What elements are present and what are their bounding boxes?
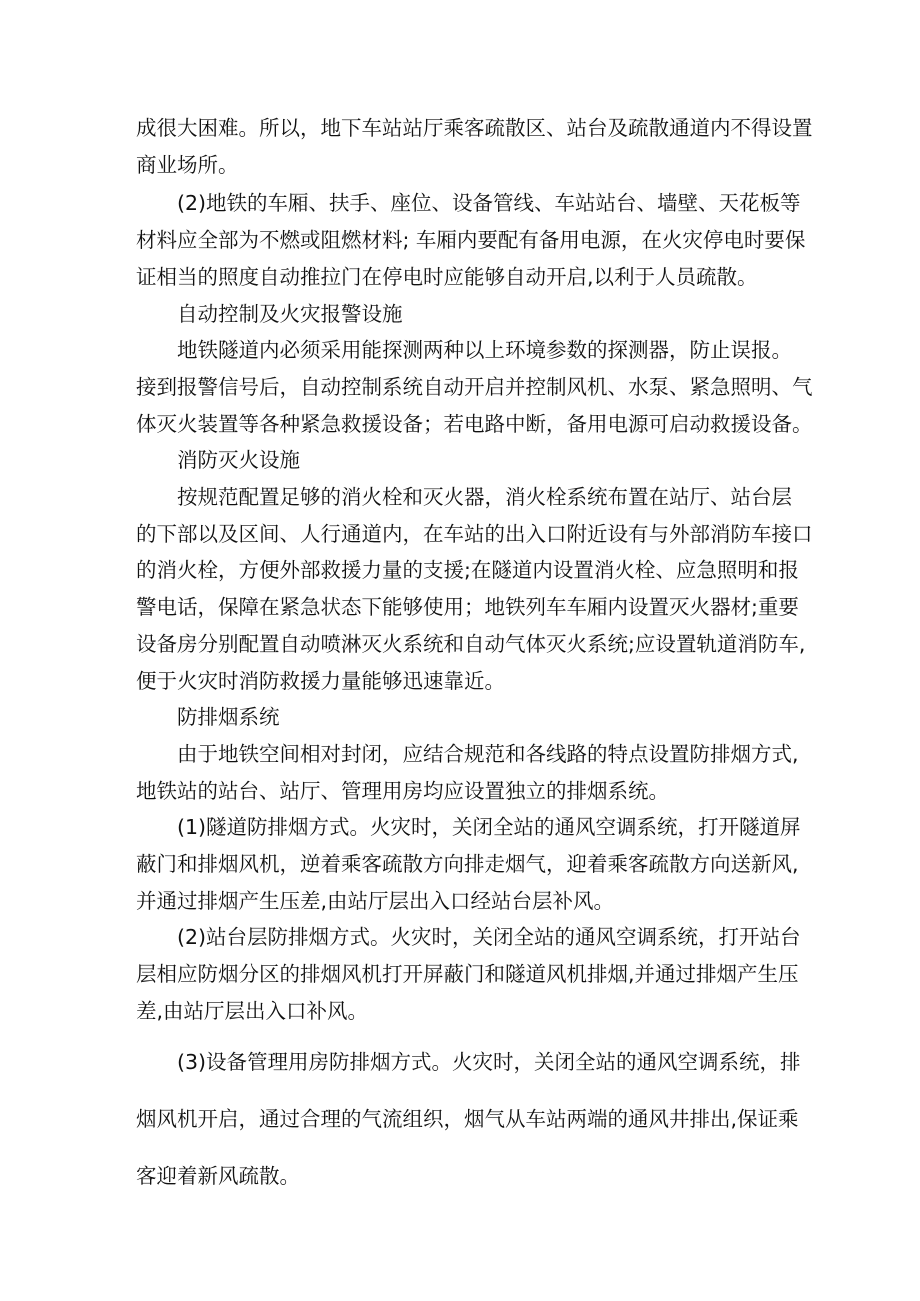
text-line: 便于火灾时消防救援力量能够迅速靠近。 bbox=[136, 668, 505, 693]
text-line: 层相应防烟分区的排烟风机打开屏蔽门和隧道风机排烟,并通过排烟产生压 bbox=[136, 962, 799, 987]
document-body bbox=[136, 110, 813, 1205]
text-line: 并通过排烟产生压差,由站厅层出入口经站台层补风。 bbox=[136, 888, 615, 913]
text-line: (1)隧道防排烟方式。火灾时，关闭全站的通风空调系统，打开隧道屏 bbox=[177, 815, 801, 840]
text-line: 成很大困难。所以，地下车站站厅乘客疏散区、站台及疏散通道内不得设置 bbox=[136, 116, 813, 140]
text-line: (2)地铁的车厢、扶手、座位、设备管线、车站站台、墙壁、天花板等 bbox=[177, 191, 801, 216]
text-line: 地铁站的站台、站厅、管理用房均应设置独立的排烟系统。 bbox=[136, 778, 669, 803]
text-line: 材料应全部为不燃或阻燃材料; 车厢内要配有备用电源，在火灾停电时要保 bbox=[136, 228, 806, 253]
section-heading: 防排烟系统 bbox=[177, 705, 280, 730]
text-line: 的下部以及区间、人行通道内，在车站的出入口附近设有与外部消防车接口 bbox=[136, 521, 813, 546]
text-line: 警电话，保障在紧急状态下能够使用；地铁列车车厢内设置灭火器材;重要 bbox=[136, 595, 799, 620]
text-line: 烟风机开启，通过合理的气流组织，烟气从车站两端的通风井排出,保证乘 bbox=[136, 1106, 799, 1131]
text-line: 蔽门和排烟风机，逆着乘客疏散方向排走烟气，迎着乘客疏散方向送新风, bbox=[136, 852, 799, 877]
text-line: (2)站台层防排烟方式。火灾时，关闭全站的通风空调系统，打开站台 bbox=[177, 925, 801, 950]
text-line: 地铁隧道内必须采用能探测两种以上环境参数的探测器，防止误报。 bbox=[177, 338, 792, 363]
text-line: 设备房分别配置自动喷淋灭火系统和自动气体灭火系统;应设置轨道消防车, bbox=[136, 631, 806, 656]
text-line: 由于地铁空间相对封闭，应结合规范和各线路的特点设置防排烟方式, bbox=[177, 741, 799, 766]
section-heading: 消防灭火设施 bbox=[177, 448, 300, 473]
text-line: 证相当的照度自动推拉门在停电时应能够自动开启,以利于人员疏散。 bbox=[136, 264, 758, 289]
text-line: 的消火栓，方便外部救援力量的支援;在隧道内设置消火栓、应急照明和报 bbox=[136, 558, 799, 583]
text-line: 接到报警信号后，自动控制系统自动开启并控制风机、水泵、紧急照明、气 bbox=[136, 374, 813, 399]
section-heading: 自动控制及火灾报警设施 bbox=[177, 301, 403, 326]
text-line: 体灭火装置等各种紧急救援设备；若电路中断，备用电源可启动救援设备。 bbox=[136, 411, 813, 436]
text-line: 差,由站厅层出入口补风。 bbox=[136, 998, 369, 1023]
text-line: 按规范配置足够的消火栓和灭火器，消火栓系统布置在站厅、站台层 bbox=[177, 485, 792, 510]
text-line: (3)设备管理用房防排烟方式。火灾时，关闭全站的通风空调系统，排 bbox=[177, 1049, 801, 1074]
text-line: 客迎着新风疏散。 bbox=[136, 1163, 300, 1188]
text-line: 商业场所。 bbox=[136, 152, 239, 177]
